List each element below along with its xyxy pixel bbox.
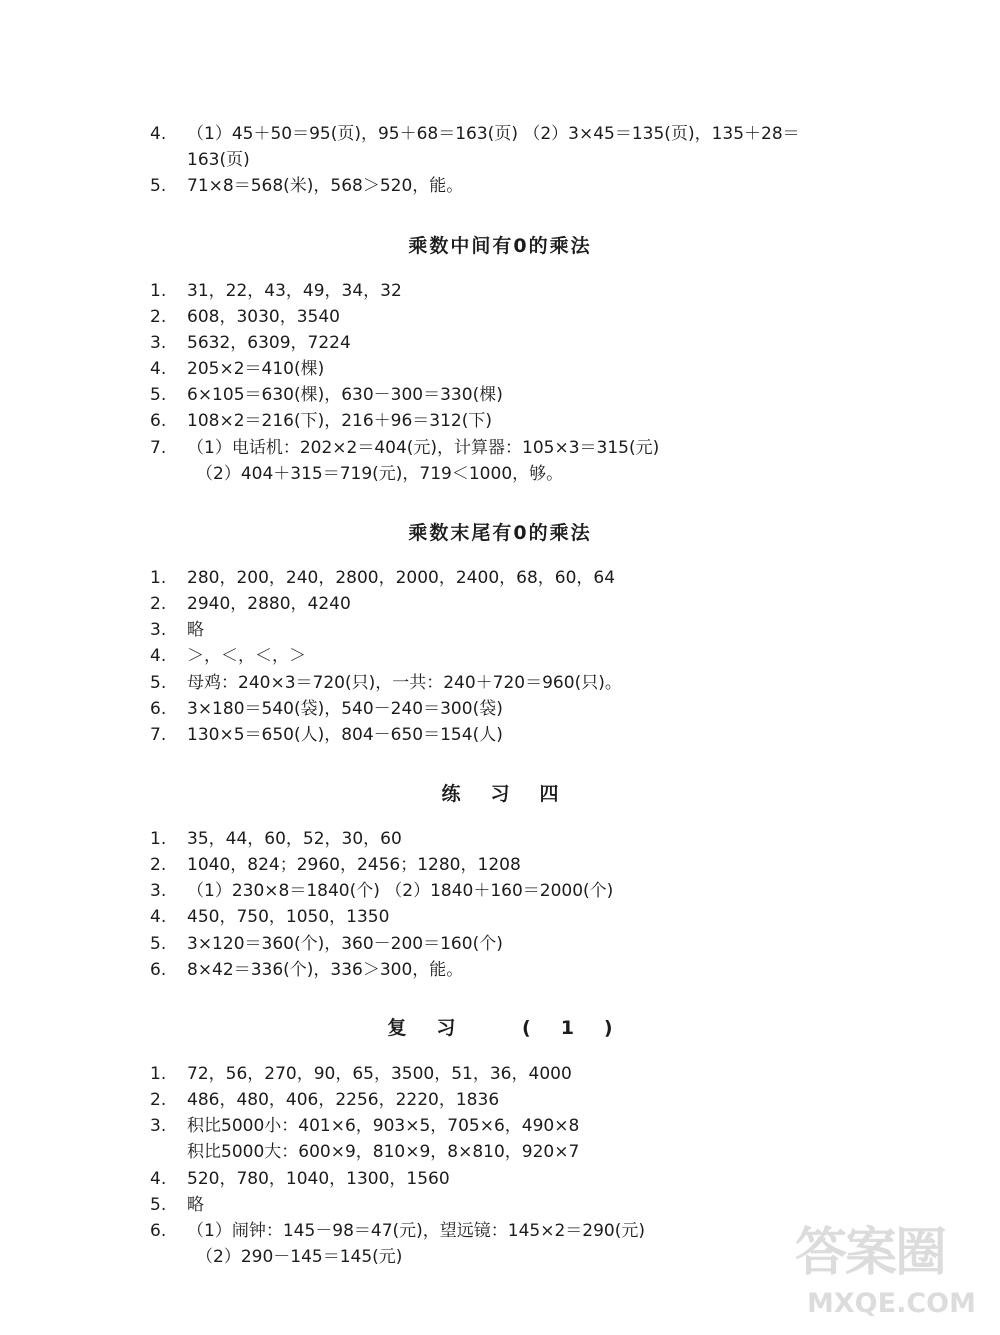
answer-text: 2940，2880，4240 (187, 594, 351, 614)
answer-text: （2）290－145＝145(元) (196, 1247, 403, 1267)
answer-text: （1）230×8＝1840(个) （2）1840＋160＝2000(个) (187, 881, 614, 901)
answer-text: 280，200，240，2800，2000，2400，68，60，64 (187, 568, 616, 588)
answer-text: （1）45＋50＝95(页)，95＋68＝163(页) （2）3×45＝135(页)，135＋28＝ (187, 124, 800, 144)
answer-number: 2. (150, 594, 167, 614)
answer-number: 6. (150, 960, 167, 980)
answer-text: 205×2＝410(棵) (187, 359, 325, 379)
answer-number: 1. (150, 568, 167, 588)
answer-number: 4. (150, 359, 167, 379)
answer-number: 4. (150, 907, 167, 927)
answer-text: 130×5＝650(人)，804－650＝154(人) (187, 725, 503, 745)
answer-text: 72，56，270，90，65，3500，51，36，4000 (187, 1064, 572, 1084)
answer-number: 5. (150, 1195, 167, 1215)
answer-text: 486，480，406，2256，2220，1836 (187, 1090, 500, 1110)
answer-text: （2）404＋315＝719(元)，719＜1000，够。 (196, 464, 564, 484)
answer-number: 6. (150, 411, 167, 431)
answer-number: 7. (150, 438, 167, 458)
answer-text: 3×180＝540(袋)，540－240＝300(袋) (187, 699, 503, 719)
answer-number: 4. (150, 124, 167, 144)
answer-number: 3. (150, 881, 167, 901)
answer-number: 6. (150, 1221, 167, 1241)
answer-text: 母鸡：240×3＝720(只)，一共：240＋720＝960(只)。 (187, 673, 622, 693)
answer-number: 5. (150, 176, 167, 196)
answer-text: 略 (187, 1195, 204, 1215)
section-title: 练习四 (441, 783, 589, 805)
answer-number: 6. (150, 699, 167, 719)
answer-number: 5. (150, 934, 167, 954)
section-title: 乘数末尾有0的乘法 (408, 522, 592, 544)
answer-text: 1040，824；2960，2456；1280，1208 (187, 855, 521, 875)
answer-number: 5. (150, 385, 167, 405)
answer-number: 3. (150, 1116, 167, 1136)
answer-text: 积比5000小：401×6，903×5，705×6，490×8 (187, 1116, 580, 1136)
answer-number: 3. (150, 620, 167, 640)
section-title: 乘数中间有0的乘法 (408, 235, 592, 257)
answer-text: 71×8＝568(米)，568＞520，能。 (187, 176, 464, 196)
answer-number: 2. (150, 307, 167, 327)
answer-number: 7. (150, 725, 167, 745)
answer-number: 1. (150, 829, 167, 849)
answer-text: 略 (187, 620, 204, 640)
answer-number: 1. (150, 1064, 167, 1084)
answer-number: 5. (150, 673, 167, 693)
answer-text: ＞，＜，＜，＞ (187, 646, 306, 666)
answer-number: 2. (150, 855, 167, 875)
answer-number: 1. (150, 281, 167, 301)
answer-text: 450，750，1050，1350 (187, 907, 390, 927)
answer-text: 8×42＝336(个)，336＞300，能。 (187, 960, 464, 980)
answer-text: 608，3030，3540 (187, 307, 340, 327)
answer-text: 108×2＝216(下)，216＋96＝312(下) (187, 411, 493, 431)
answer-text: 35，44，60，52，30，60 (187, 829, 402, 849)
answer-text: 5632，6309，7224 (187, 333, 351, 353)
answer-text: 6×105＝630(棵)，630－300＝330(棵) (187, 385, 503, 405)
answer-text: 3×120＝360(个)，360－200＝160(个) (187, 934, 503, 954)
answer-text: （1）闹钟：145－98＝47(元)，望远镜：145×2＝290(元) (187, 1221, 646, 1241)
answer-text: 520，780，1040，1300，1560 (187, 1169, 450, 1189)
watermark-logo (795, 1210, 980, 1325)
answer-text: （1）电话机：202×2＝404(元)，计算器：105×3＝315(元) (187, 438, 660, 458)
answer-number: 2. (150, 1090, 167, 1110)
answer-number: 4. (150, 1169, 167, 1189)
watermark-url: MXQE.COM (807, 1288, 976, 1319)
section-title: 复习 (1) (387, 1017, 643, 1039)
watermark-text: 答案圈 (795, 1223, 946, 1283)
answer-number: 3. (150, 333, 167, 353)
answer-number: 4. (150, 646, 167, 666)
answer-text: 积比5000大：600×9，810×9，8×810，920×7 (187, 1142, 580, 1162)
answer-text: 163(页) (187, 150, 250, 170)
answer-text: 31，22，43，49，34，32 (187, 281, 402, 301)
